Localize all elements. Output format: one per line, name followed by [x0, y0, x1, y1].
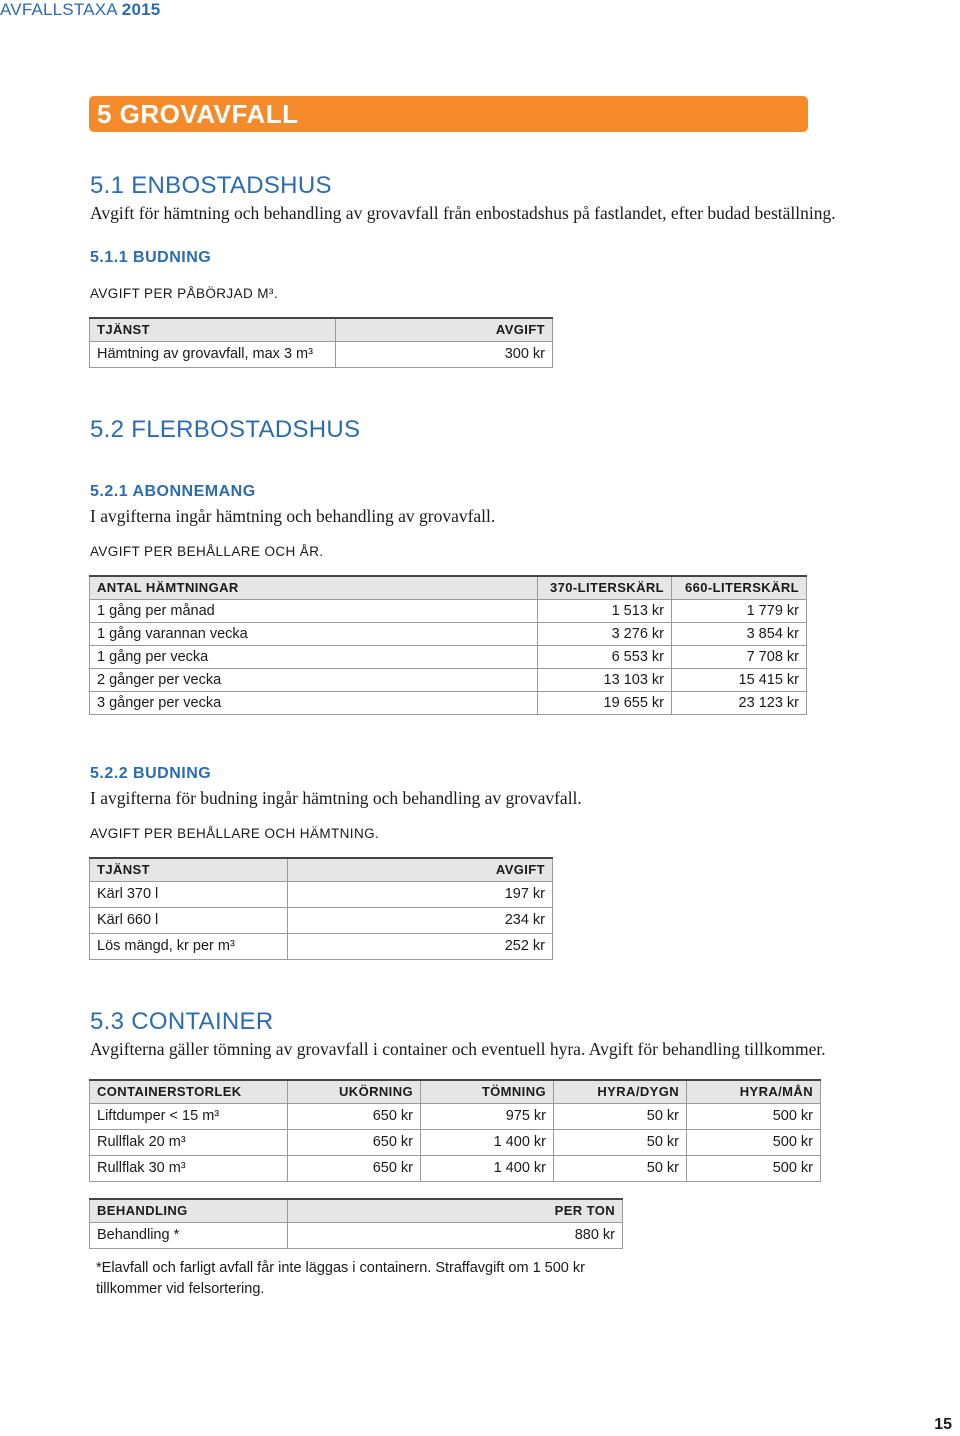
- col-header-behandling: BEHANDLING: [90, 1199, 288, 1222]
- col-header-370: 370-LITERSKÄRL: [538, 576, 672, 599]
- table-cell: 500 kr: [687, 1129, 821, 1155]
- table-row: [90, 599, 807, 622]
- chapter-banner: 5 GROVAVFALL: [89, 96, 808, 132]
- table-cell: Rullflak 30 m³: [90, 1155, 288, 1181]
- table-cell: Kärl 370 l: [90, 881, 288, 907]
- col-header-tomning: TÖMNING: [421, 1080, 554, 1103]
- table-cell: 3 854 kr: [672, 622, 807, 645]
- table-cell: 975 kr: [421, 1103, 554, 1129]
- fee-note-5-1-1: AVGIFT PER PÅBÖRJAD M³.: [90, 286, 278, 301]
- table-row: [90, 1155, 821, 1181]
- section-text-5-3: Avgifterna gäller tömning av grovavfall i container och eventuell hyra. Avgift för behandling tillkommer.: [90, 1039, 826, 1059]
- subsection-heading-5-2-1: 5.2.1 ABONNEMANG: [90, 483, 256, 500]
- table-cell: 6 553 kr: [538, 645, 672, 668]
- table-cell: 650 kr: [288, 1155, 421, 1181]
- table-cell: Hämtning av grovavfall, max 3 m³: [90, 341, 336, 367]
- col-header-660: 660-LITERSKÄRL: [672, 576, 807, 599]
- subsection-text-5-2-1: I avgifterna ingår hämtning och behandling av grovavfall.: [90, 506, 496, 526]
- table-cell: 650 kr: [288, 1129, 421, 1155]
- table-cell: 15 415 kr: [672, 668, 807, 691]
- table-cell: 50 kr: [554, 1155, 687, 1181]
- table-row: [90, 622, 807, 645]
- table-cell: 1 gång per vecka: [90, 645, 538, 668]
- table-cell: 23 123 kr: [672, 691, 807, 714]
- table-cell: 1 gång varannan vecka: [90, 622, 538, 645]
- table-cell: 1 400 kr: [421, 1129, 554, 1155]
- table-cell: 880 kr: [288, 1222, 623, 1248]
- table-cell: Behandling *: [90, 1222, 288, 1248]
- table-cell: Kärl 660 l: [90, 907, 288, 933]
- section-heading-5-3: 5.3 CONTAINER: [90, 1008, 274, 1035]
- table-cell: Lös mängd, kr per m³: [90, 933, 288, 959]
- section-text-5-1: Avgift för hämtning och behandling av grovavfall från enbostadshus på fastlandet, efter budad beställning.: [90, 203, 836, 223]
- table-header-row: [90, 858, 553, 881]
- table-row: [90, 1103, 821, 1129]
- table-cell: 50 kr: [554, 1129, 687, 1155]
- header-title: AVFALLSTAXA: [0, 0, 117, 19]
- table-row: [90, 907, 553, 933]
- table-cell: 252 kr: [288, 933, 553, 959]
- table-cell: 650 kr: [288, 1103, 421, 1129]
- table-row: [90, 668, 807, 691]
- subsection-heading-5-2-2: 5.2.2 BUDNING: [90, 765, 212, 782]
- table-5-2-1: [89, 575, 807, 715]
- table-cell: 234 kr: [288, 907, 553, 933]
- table-cell: 1 gång per månad: [90, 599, 538, 622]
- col-header-tjanst: TJÄNST: [90, 318, 336, 341]
- table-row: [90, 691, 807, 714]
- table-cell: 500 kr: [687, 1155, 821, 1181]
- fee-note-5-2-2: AVGIFT PER BEHÅLLARE OCH HÄMTNING.: [90, 826, 380, 841]
- table-cell: 197 kr: [288, 881, 553, 907]
- table-cell: Rullflak 20 m³: [90, 1129, 288, 1155]
- document-header: [0, 0, 160, 20]
- table-5-1-1: [89, 317, 553, 368]
- table-cell: 1 513 kr: [538, 599, 672, 622]
- table-row: [90, 881, 553, 907]
- table-row: [90, 645, 807, 668]
- footnote: *Elavfall och farligt avfall får inte läggas i containern. Straffavgift om 1 500 kr tillkommer vid felsortering.: [96, 1260, 585, 1297]
- table-cell: 3 276 kr: [538, 622, 672, 645]
- col-header-avgift: AVGIFT: [288, 858, 553, 881]
- table-header-row: [90, 1080, 821, 1103]
- subsection-text-5-2-2: I avgifterna för budning ingår hämtning och behandling av grovavfall.: [90, 788, 582, 808]
- col-header-containerstorlek: CONTAINERSTORLEK: [90, 1080, 288, 1103]
- col-header-tjanst: TJÄNST: [90, 858, 288, 881]
- col-header-avgift: AVGIFT: [336, 318, 553, 341]
- table-cell: 1 400 kr: [421, 1155, 554, 1181]
- subsection-heading-5-1-1: 5.1.1 BUDNING: [90, 249, 212, 266]
- fee-note-5-2-1: AVGIFT PER BEHÅLLARE OCH ÅR.: [90, 544, 324, 559]
- page-number: 15: [934, 1416, 952, 1433]
- table-cell: 3 gånger per vecka: [90, 691, 538, 714]
- table-cell: 19 655 kr: [538, 691, 672, 714]
- table-cell: 7 708 kr: [672, 645, 807, 668]
- table-row: [90, 1222, 623, 1248]
- col-header-ukorning: UKÖRNING: [288, 1080, 421, 1103]
- table-5-2-2: [89, 857, 553, 960]
- table-row: [90, 341, 553, 367]
- table-cell: 300 kr: [336, 341, 553, 367]
- col-header-hyra-man: HYRA/MÅN: [687, 1080, 821, 1103]
- table-cell: 50 kr: [554, 1103, 687, 1129]
- col-header-per-ton: PER TON: [288, 1199, 623, 1222]
- section-heading-5-2: 5.2 FLERBOSTADSHUS: [90, 416, 361, 443]
- table-header-row: [90, 318, 553, 341]
- table-cell: 13 103 kr: [538, 668, 672, 691]
- table-row: [90, 1129, 821, 1155]
- table-cell: 500 kr: [687, 1103, 821, 1129]
- table-header-row: [90, 1199, 623, 1222]
- header-year: 2015: [121, 0, 161, 19]
- table-cell: 2 gånger per vecka: [90, 668, 538, 691]
- table-header-row: [90, 576, 807, 599]
- table-cell: 1 779 kr: [672, 599, 807, 622]
- table-cell: Liftdumper < 15 m³: [90, 1103, 288, 1129]
- col-header-antal: ANTAL HÄMTNINGAR: [90, 576, 538, 599]
- table-row: [90, 933, 553, 959]
- section-heading-5-1: 5.1 ENBOSTADSHUS: [90, 172, 332, 199]
- col-header-hyra-dygn: HYRA/DYGN: [554, 1080, 687, 1103]
- table-5-3-behandling: [89, 1198, 623, 1249]
- table-5-3-container: [89, 1079, 821, 1182]
